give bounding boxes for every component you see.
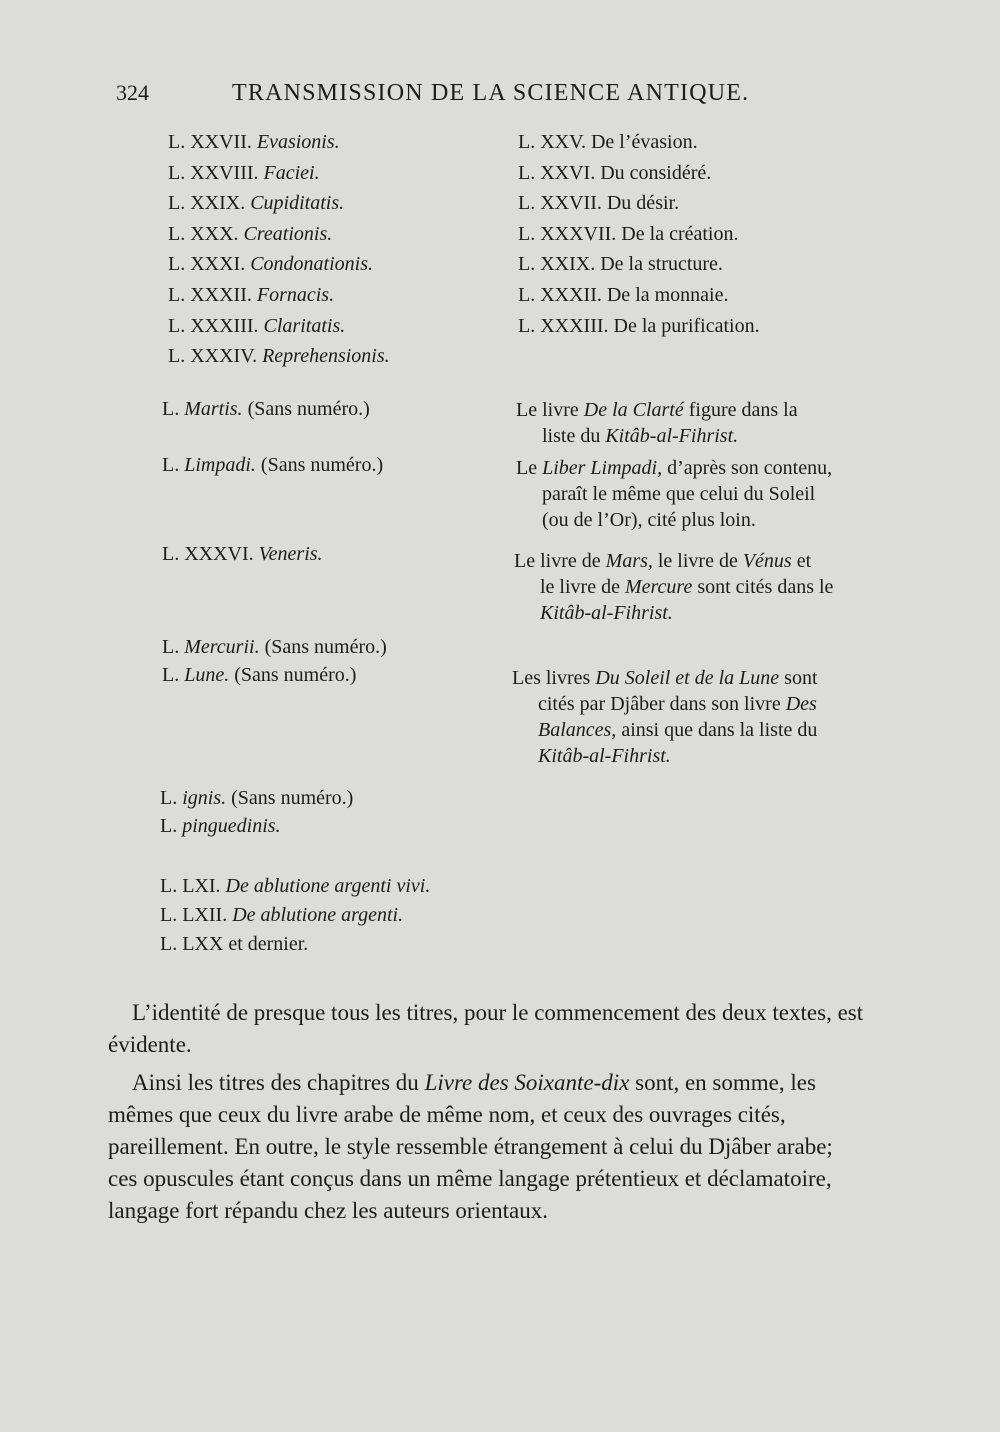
list-item: L. XXXII. Fornacis. (168, 283, 335, 306)
list-item: L. XXVIII. Faciei. (168, 161, 320, 184)
list-item: L. XXXI. Condonationis. (168, 253, 374, 276)
list-item: L. XXXIV. Reprehensionis. (168, 345, 390, 368)
list-item: L. XXX. Creationis. (168, 222, 333, 245)
list-item: L. XXVI. Du considéré. (518, 161, 712, 184)
list-item: L. XXIX. Cupiditatis. (168, 192, 345, 215)
note-mars: Le livre de Mars, le livre de Vénus et le livre de Mercure sont cités dans le Kitâb-al-Fihrist. (514, 550, 834, 624)
list-item: L. XXXII. De la monnaie. (518, 283, 729, 306)
left-book-list (168, 127, 390, 372)
list-item: L. XXXIII. De la purification. (518, 314, 760, 337)
list-item: L. XXVII. Evasionis. (168, 131, 340, 153)
running-title: TRANSMISSION DE LA SCIENCE ANTIQUE. (232, 80, 750, 106)
entry-lxii: L. LXII. De ablutione argenti. (160, 904, 404, 926)
entry-martis: L. Martis. (Sans numéro.) (162, 398, 370, 420)
entry-limpadi: L. Limpadi. (Sans numéro.) (162, 454, 384, 476)
entry-ignis: L. ignis. (Sans numéro.) (160, 787, 354, 809)
entry-veneris: L. XXXVI. Veneris. (162, 543, 323, 565)
paragraph-ainsi: Ainsi les titres des chapitres du Livre des Soixante-dix sont, en somme, les mêmes que ceux du livre arabe de même nom, et ceux des ouvrages cités, pareillement. En outre, le style ressemble étrangement à celui du Djâber arabe; ces opuscules étant conçus dans un même langage prétentieux et déclamatoire, langage fort répandu chez les auteurs orientaux. (108, 1070, 833, 1223)
page-number: 324 (116, 80, 149, 105)
list-item: L. XXIX. De la structure. (518, 253, 723, 276)
note-clarte: Le livre De la Clarté figure dans la liste du Kitâb-al-Fihrist. (516, 399, 798, 447)
entry-mercurii: L. Mercurii. (Sans numéro.) (162, 636, 387, 658)
list-item: L. XXXVII. De la création. (518, 222, 739, 245)
entry-pinguedinis: L. pinguedinis. (160, 815, 281, 837)
paragraph-identite: L’identité de presque tous les titres, pour le commencement des deux textes, est évidente. (108, 1000, 864, 1057)
list-item: L. XXV. De l’évasion. (518, 131, 698, 153)
note-limpadi: Le Liber Limpadi, d’après son contenu, paraît le même que celui du Soleil (ou de l’Or), cité plus loin. (516, 457, 833, 531)
list-item: L. XXXIII. Claritatis. (168, 314, 346, 337)
right-book-list (518, 127, 760, 341)
entry-lxi: L. LXI. De ablutione argenti vivi. (160, 875, 431, 897)
entry-lxx: L. LXX et dernier. (160, 933, 309, 955)
entry-lune: L. Lune. (Sans numéro.) (162, 664, 357, 686)
note-soleil: Les livres Du Soleil et de la Lune sont cités par Djâber dans son livre Des Balances, ainsi que dans la liste du Kitâb-al-Fihrist. (512, 667, 818, 767)
list-item: L. XXVII. Du désir. (518, 192, 680, 215)
